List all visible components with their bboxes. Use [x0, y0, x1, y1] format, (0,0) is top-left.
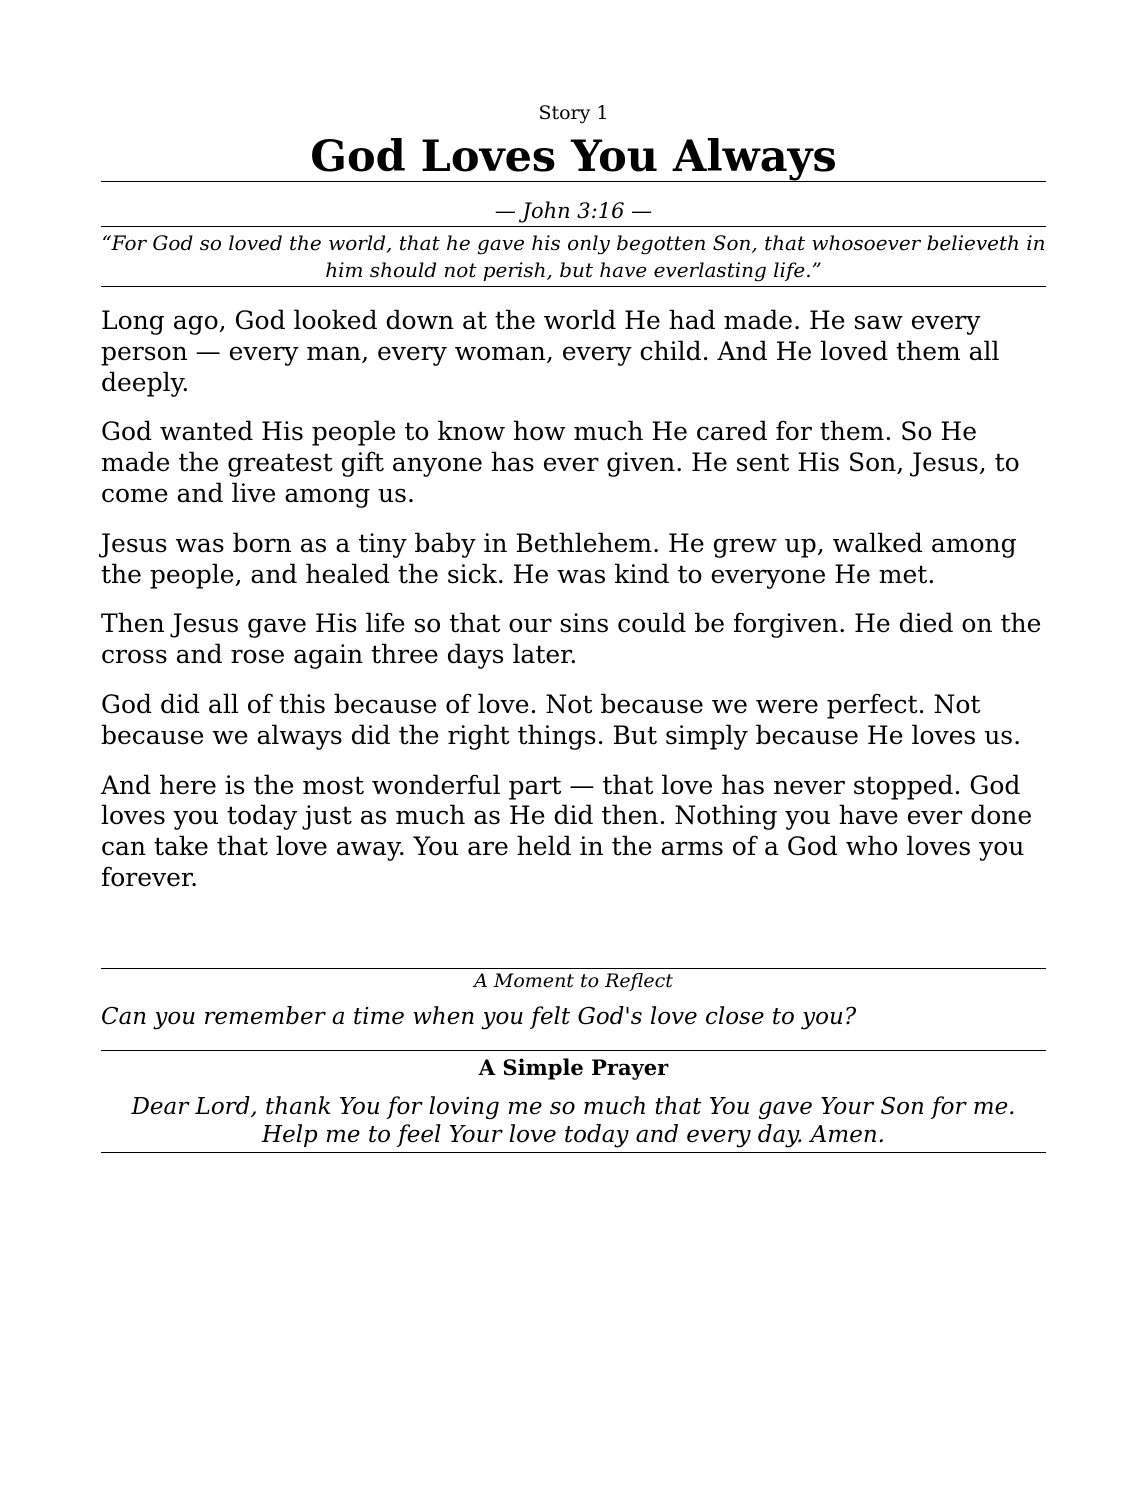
story-number-label: Story 1	[538, 102, 609, 124]
story-paragraph: Long ago, God looked down at the world He had made. He saw every person — every man, every woman, every child. And He loved them all deeply.	[101, 306, 1000, 397]
story-paragraph: God wanted His people to know how much He cared for them. So He made the greatest gift anyone has ever given. He sent His Son, Jesus, to come and live among us.	[101, 417, 1020, 508]
story-paragraph: Jesus was born as a tiny baby in Bethlehem. He grew up, walked among the people, and healed the sick. He was kind to everyone He met.	[101, 528, 1017, 589]
verse-top-divider	[101, 226, 1046, 227]
story-body	[101, 306, 1046, 913]
prayer-bottom-divider	[101, 1152, 1046, 1153]
story-paragraph: And here is the most wonderful part — that love has never stopped. God loves you today just as much as He did then. Nothing you have ever done can take that love away. You are held in the arms of a God who loves you forever.	[101, 770, 1033, 892]
verse-quote: “For God so loved the world, that he gave his only begotten Son, that whosoever believeth in him should not perish, but have everlasting life.”	[101, 231, 1046, 282]
reflection-label: A Moment to Reflect	[474, 970, 673, 992]
story-paragraph: God did all of this because of love. Not because we were perfect. Not because we always did the right things. But simply because He loves us.	[101, 689, 1022, 750]
prayer-top-divider	[101, 1050, 1046, 1051]
prayer-text: Dear Lord, thank You for loving me so much that You gave Your Son for me. Help me to feel Your love today and every day. Amen.	[131, 1094, 1016, 1148]
title-divider	[101, 181, 1046, 182]
story-title: God Loves You Always	[310, 132, 837, 182]
verse-bottom-divider	[101, 286, 1046, 287]
reflection-question: Can you remember a time when you felt God's love close to you?	[101, 1004, 857, 1030]
prayer-heading: A Simple Prayer	[478, 1055, 669, 1080]
story-paragraph: Then Jesus gave His life so that our sins could be forgiven. He died on the cross and rose again three days later.	[101, 609, 1042, 670]
verse-reference: — John 3:16 —	[494, 199, 653, 223]
